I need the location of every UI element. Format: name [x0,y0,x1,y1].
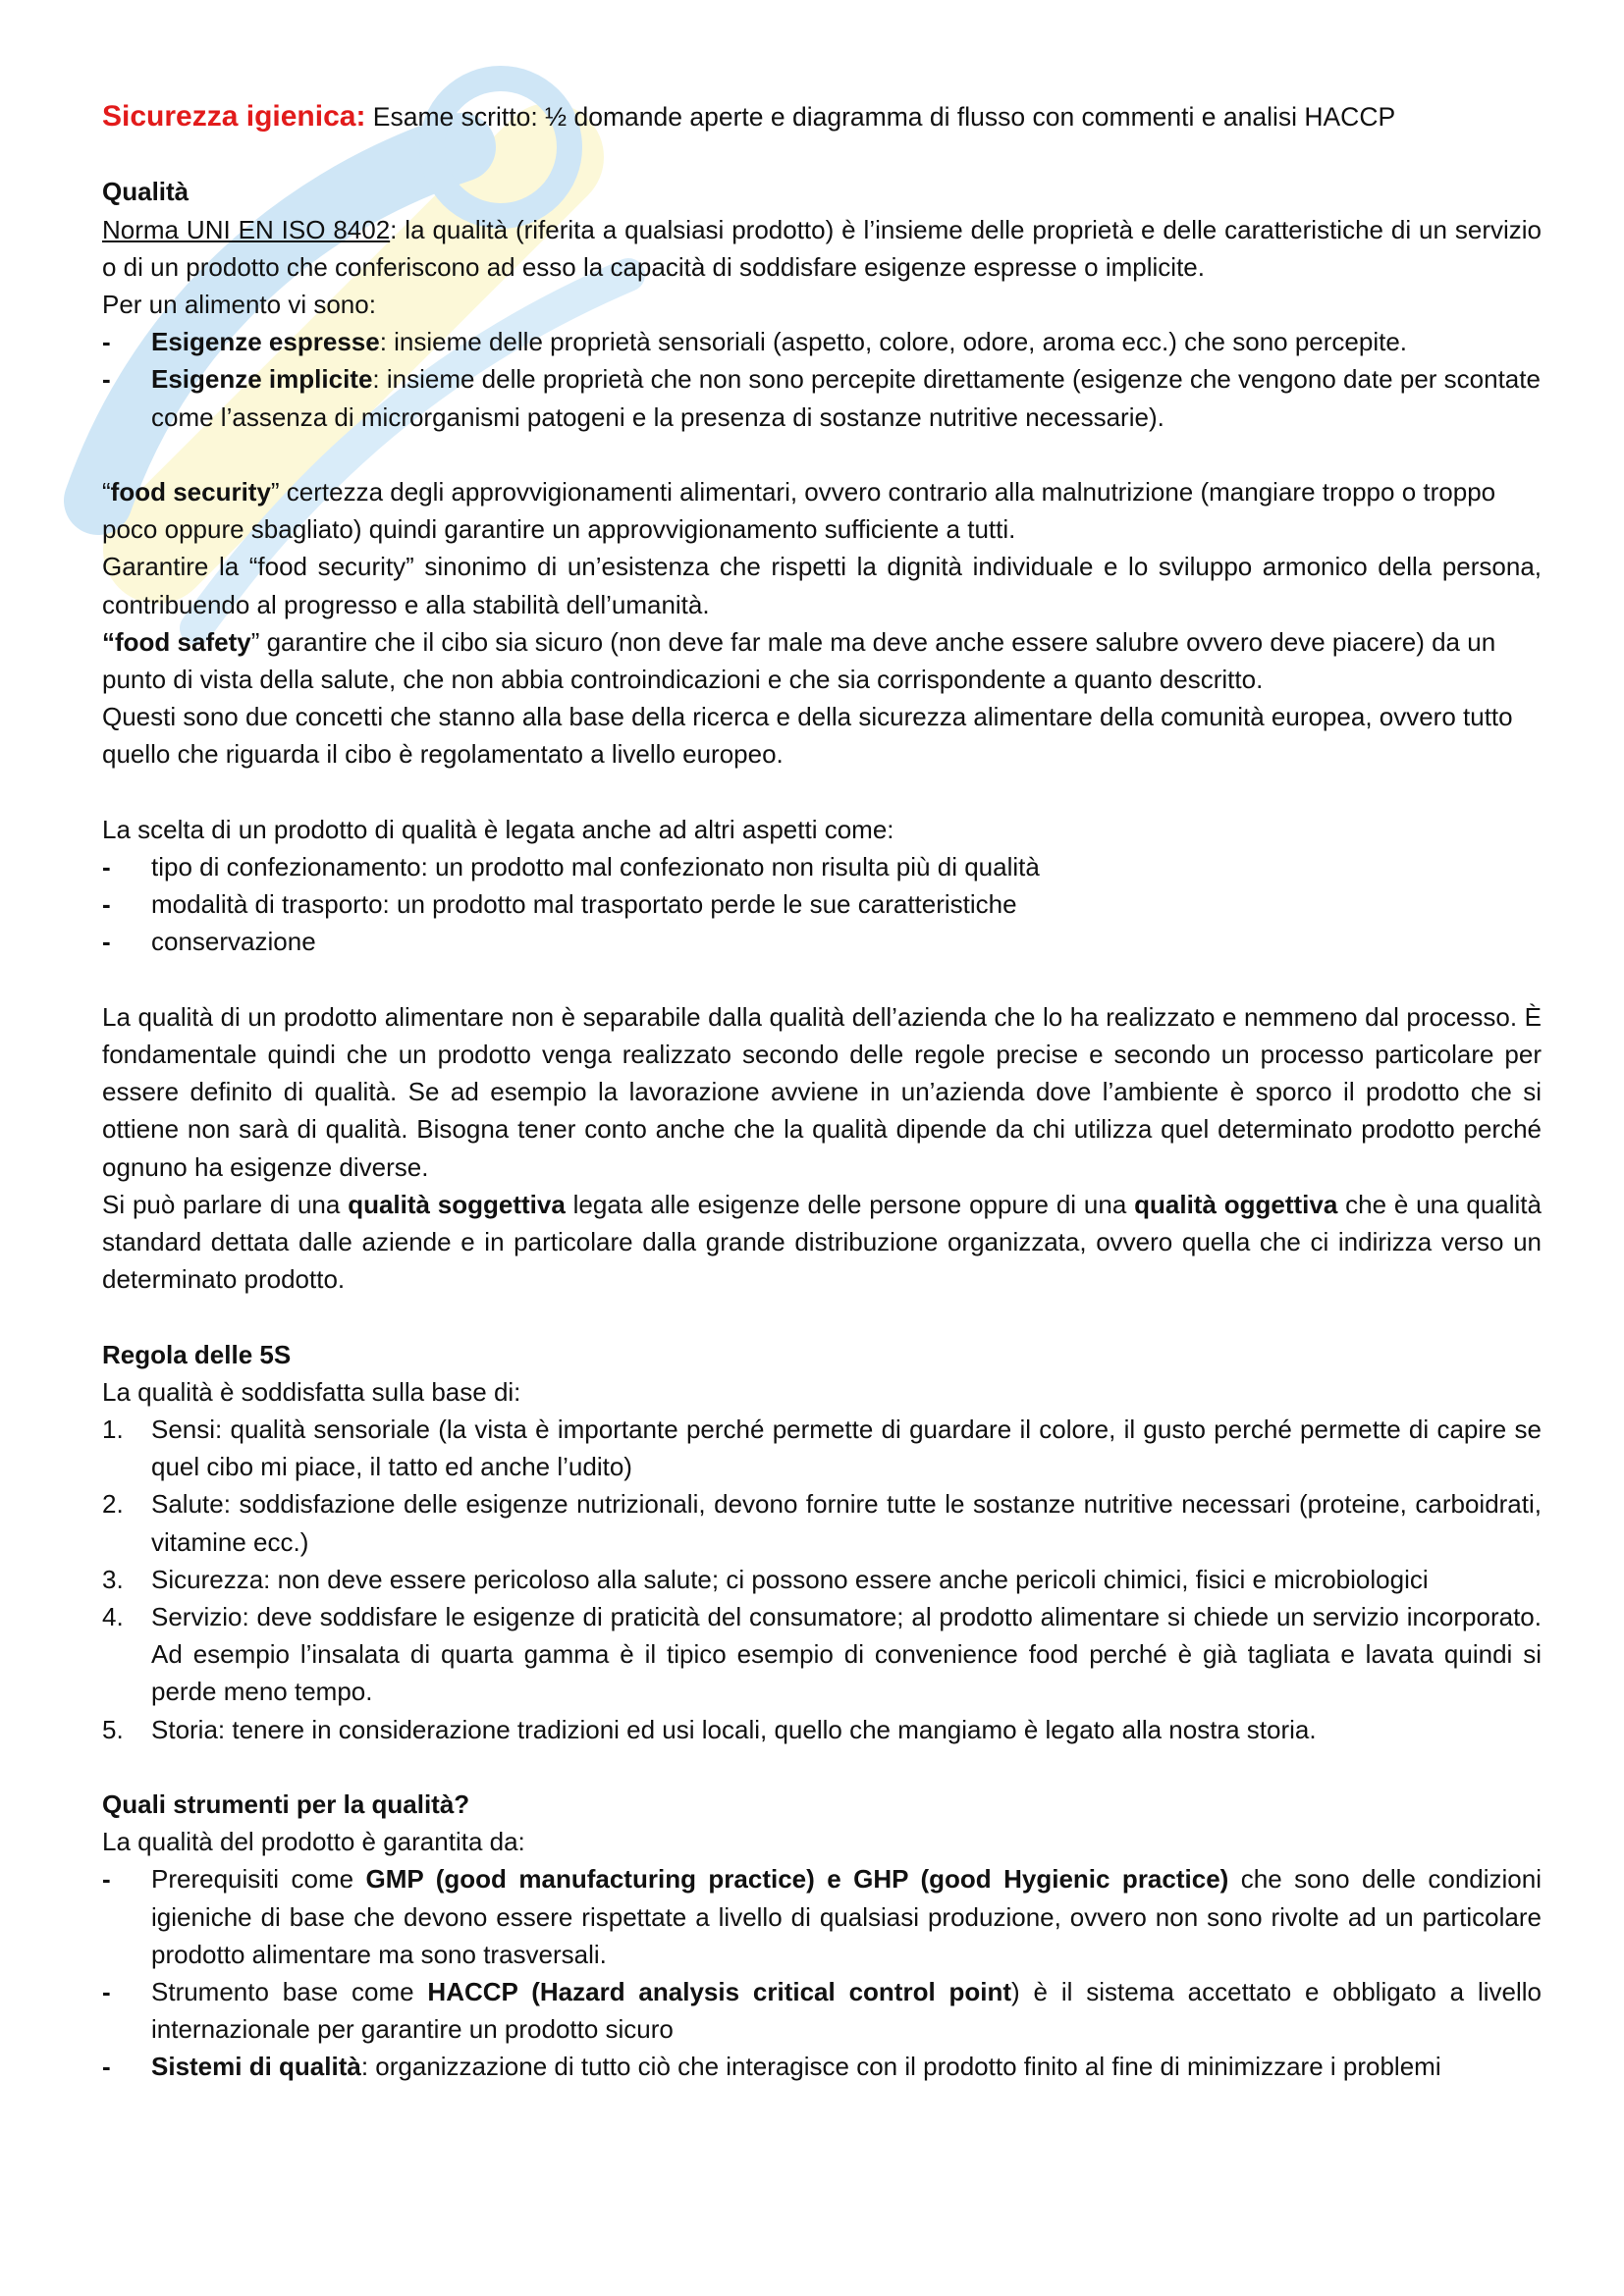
list-item-text: : insieme delle proprietà sensoriali (aspetto, colore, odore, aroma ecc.) che sono percepite. [379,327,1408,357]
paragraph-garantire: Garantire la “food security” sinonimo di un’esistenza che rispetti la dignità individuale e lo sviluppo armonico della persona, contribuendo al progresso e alla stabilità dell’umanità. [102,552,1542,619]
paragraph-5s-intro: La qualità è soddisfatta sulla base di: [102,1376,521,1407]
paragraph-food-security [102,473,1542,548]
gmp-ghp-term: GMP (good manufacturing practice) e GHP (good Hygienic practice) [365,1864,1229,1895]
paragraph-qualita-prodotto: La qualità di un prodotto alimentare non è separabile dalla qualità dell’azienda che lo ha realizzato e nemmeno dal processo. È fondamentale quindi che un prodotto venga realizzato secondo delle regole precise e secondo un processo particolare per essere definito di qualità. Se ad esempio la lavorazione avviene in un’azienda dove l’ambiente è sporco il prodotto che si ottiene non sarà di qualità. Bisogna tener conto anche che la qualità dipende da chi utilizza quel determinato prodotto perché ognuno ha esigenze diverse. [102,1001,1542,1182]
regola-5s-list [102,1411,1542,1748]
norma-text: : la qualità (riferita a qualsiasi prodotto) è l’insieme delle proprietà e delle caratteristiche di un servizio o di un prodotto che conferiscono ad esso la capacità di soddisfare esigenze espresse o implicite. [102,214,1542,282]
food-security-term: food security [110,477,271,507]
list-number: 3. [102,1564,124,1594]
list-number: 4. [102,1602,124,1632]
list-item-text: Sicurezza: non deve essere pericoloso alla salute; ci possono essere anche pericoli chimici, fisici e microbiologici [151,1564,1429,1594]
food-security-text: ” certezza degli approvvigionamenti alimentari, ovvero contrario alla malnutrizione (mangiare troppo o troppo poco oppure sbagliato) quindi garantire un approvvigionamento sufficiente a tutti. [102,477,1496,545]
list-item-bold: Esigenze implicite [151,364,373,395]
paragraph-food-safety [102,623,1542,698]
list-number: 2. [102,1489,124,1520]
food-safety-text: ” garantire che il cibo sia sicuro (non deve far male ma deve anche essere salubre ovvero deve piacere) da un punto di vista della salute, che non abbia controindicazioni e che sia corrispondente a quanto descritto. [102,626,1496,695]
quote-mark: “ [102,477,111,507]
document-header [102,98,1542,135]
text-span: legata alle esigenze delle persone oppure di una [565,1189,1135,1219]
paragraph-scelta-intro: La scelta di un prodotto di qualità è legata anche ad altri aspetti come: [102,814,894,844]
list-item-text: : insieme delle proprietà che non sono percepite direttamente (esigenze che vengono date per scontate come l’assenza di microrganismi patogeni e la presenza di sostanze nutritive necessarie). [151,364,1541,432]
list-item-bold: Esigenze espresse [151,327,380,357]
qualita-oggettiva-term: qualità oggettiva [1134,1189,1338,1219]
paragraph-soggettiva-oggettiva [102,1186,1542,1299]
text-span: ) è il sistema accettato e obbligato a livello internazionale per garantire un prodotto sicuro [151,1977,1542,2045]
section-heading-strumenti: Quali strumenti per la qualità? [102,1789,470,1820]
list-item [102,2048,1542,2085]
list-item-text: Servizio: deve soddisfare le esigenze di praticità del consumatore; al prodotto alimentare si chiede un servizio incorporato. Ad esempio l’insalata di quarta gamma è il tipico esempio di convenience food perché è già tagliata e lavata quindi si perde meno tempo. [151,1602,1542,1707]
text-span: che sono delle condizioni igieniche di base che devono essere rispettate a livello di qualsiasi produzione, ovvero non sono rivolte ad un particolare prodotto alimentare ma sono trasversali. [151,1864,1542,1969]
norma-label: Norma UNI EN ISO 8402 [102,214,391,244]
food-safety-term: “food safety [102,626,251,657]
paragraph-norma [102,211,1542,286]
qualita-soggettiva-term: qualità soggettiva [348,1189,566,1219]
document-page [102,98,1542,2086]
text-span: Si può parlare di una [102,1189,349,1219]
text-span: Prerequisiti come [151,1864,366,1895]
list-item [102,1485,1542,1560]
scelta-list [102,848,1542,961]
paragraph-strumenti-intro: La qualità del prodotto è garantita da: [102,1827,525,1857]
list-item-text: Storia: tenere in considerazione tradizioni ed usi locali, quello che mangiamo è legato alla nostra storia. [151,1714,1317,1744]
list-item [102,1598,1542,1711]
text-span: : organizzazione di tutto ciò che interagisce con il prodotto finito al fine di minimizzare i problemi [360,2052,1441,2082]
list-item [102,1711,1542,1748]
sistemi-qualita-term: Sistemi di qualità [151,2052,361,2082]
list-item [102,1411,1542,1485]
document-title: Sicurezza igienica: [102,100,366,133]
paragraph-concetti: Questi sono due concetti che stanno alla base della ricerca e della sicurezza alimentare della comunità europea, ovvero tutto quello che riguarda il cibo è regolamentato a livello europeo. [102,702,1513,770]
list-item: - tipo di confezionamento: un prodotto mal confezionato non risulta più di qualità [102,848,1542,885]
text-span: che è una qualità standard dettata dalle aziende e in particolare dalla grande distribuzione organizzata, ovvero quella che ci indirizza verso un determinato prodotto. [102,1189,1542,1295]
list-item: - conservazione [102,923,1542,960]
list-item: - modalità di trasporto: un prodotto mal trasportato perde le sue caratteristiche [102,885,1542,923]
text-span: Strumento base come [151,1977,428,2007]
list-item [102,1561,1542,1598]
haccp-term: HACCP (Hazard analysis critical control point [427,1977,1012,2007]
list-number: 5. [102,1714,124,1744]
strumenti-list [102,1860,1542,2085]
list-item [102,1860,1542,1973]
esigenze-list [102,323,1542,436]
list-item [102,360,1542,435]
list-item [102,323,1542,360]
document-subtitle: Esame scritto: ½ domande aperte e diagramma di flusso con commenti e analisi HACCP [365,102,1396,132]
section-heading-qualita: Qualità [102,177,189,207]
list-number: 1. [102,1415,124,1445]
list-item-text: Sensi: qualità sensoriale (la vista è importante perché permette di guardare il colore, il gusto perché permette di capire se quel cibo mi piace, il tatto ed anche l’udito) [151,1415,1542,1482]
list-item-text: Salute: soddisfazione delle esigenze nutrizionali, devono fornire tutte le sostanze nutritive necessari (proteine, carboidrati, vitamine ecc.) [151,1489,1542,1557]
list-item [102,1973,1542,2048]
paragraph-alimento-intro: Per un alimento vi sono: [102,290,376,319]
section-heading-5s: Regola delle 5S [102,1339,292,1369]
